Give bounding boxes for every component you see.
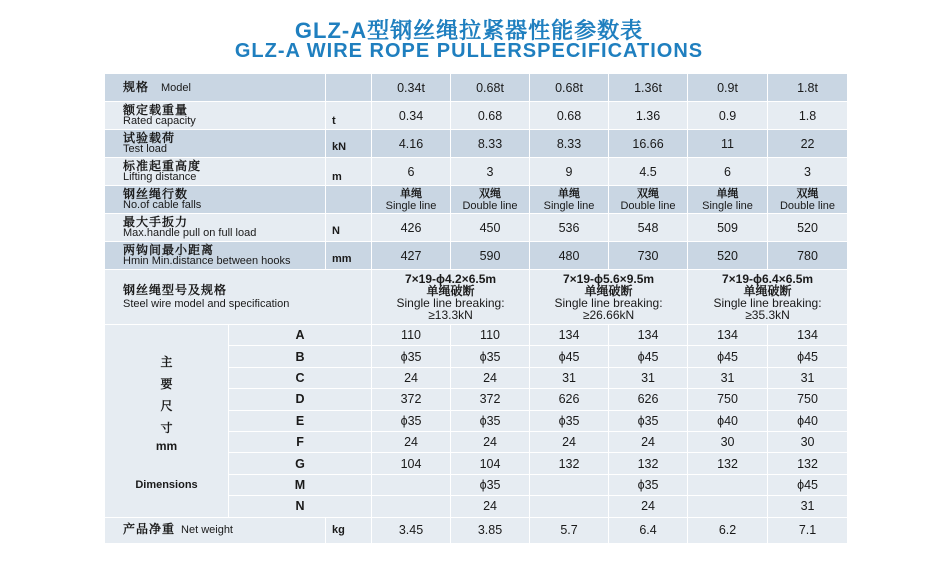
cell-dim xyxy=(530,474,609,495)
cell-dim: ϕ35 xyxy=(609,410,688,431)
label-zh: 规格 xyxy=(123,79,150,94)
cell-zh: 单绳 xyxy=(400,187,423,200)
label-zh: 试验载荷 xyxy=(123,130,176,145)
cell-dim: ϕ45 xyxy=(768,346,848,367)
label-en: Hmin Min.distance between hooks xyxy=(123,254,291,267)
cell-dim: 24 xyxy=(609,431,688,452)
cell-dim: 110 xyxy=(372,325,451,346)
cell-cable_falls xyxy=(451,186,530,214)
cell-dim: 132 xyxy=(609,453,688,474)
cell-dim: ϕ45 xyxy=(609,346,688,367)
wire-line-4: ≥35.3kN xyxy=(745,308,790,322)
row-hook_distance xyxy=(105,242,848,270)
cell-handle_pull: 509 xyxy=(688,214,768,242)
label-capacity xyxy=(105,102,326,130)
row-test_load xyxy=(105,130,848,158)
cell-cable_falls xyxy=(609,186,688,214)
cell-dim: 750 xyxy=(768,389,848,410)
cell-test_load: 16.66 xyxy=(609,130,688,158)
cell-zh: 双绳 xyxy=(637,187,660,200)
cell-dim: ϕ35 xyxy=(372,410,451,431)
label-en: Steel wire model and specification xyxy=(123,297,290,310)
cell-zh: 双绳 xyxy=(796,187,819,200)
row-capacity xyxy=(105,102,848,130)
cell-lifting: 4.5 xyxy=(609,158,688,186)
wire-line-2: 单绳破断 xyxy=(426,284,475,298)
cell-wire-spec xyxy=(530,270,688,325)
row-lifting xyxy=(105,158,848,186)
cell-lifting: 3 xyxy=(768,158,848,186)
wire-line-3: Single line breaking: xyxy=(554,296,663,310)
cell-dim: 24 xyxy=(451,367,530,388)
cell-dim xyxy=(530,496,609,517)
cell-dim: 31 xyxy=(688,367,768,388)
cell-dim: 24 xyxy=(530,431,609,452)
cell-en: Single line xyxy=(702,199,753,212)
cell-dim: 626 xyxy=(609,389,688,410)
cell-lifting: 3 xyxy=(451,158,530,186)
dim-zh-char: 要 xyxy=(160,376,173,391)
row-model xyxy=(105,74,848,102)
cell-dim: ϕ45 xyxy=(688,346,768,367)
cell-test_load: 11 xyxy=(688,130,768,158)
cell-dim: 30 xyxy=(768,431,848,452)
row-handle_pull xyxy=(105,214,848,242)
cell-handle_pull: 520 xyxy=(768,214,848,242)
cell-dim: 134 xyxy=(530,325,609,346)
cell-cable_falls xyxy=(372,186,451,214)
label-zh: 两钩间最小距离 xyxy=(123,242,215,257)
dim-key: C xyxy=(229,367,372,388)
label-zh: 额定载重量 xyxy=(123,102,189,117)
cell-dim: ϕ35 xyxy=(609,474,688,495)
cell-cable_falls xyxy=(688,186,768,214)
cell-dim: 134 xyxy=(609,325,688,346)
cell-dim xyxy=(688,496,768,517)
cell-en: Double line xyxy=(462,199,518,212)
cell-model: 0.68t xyxy=(530,74,609,102)
cell-dim: ϕ40 xyxy=(768,410,848,431)
cell-en: Double line xyxy=(779,199,836,212)
cell-dim: ϕ35 xyxy=(530,410,609,431)
label-en: Lifting distance xyxy=(123,170,197,183)
dimensions-label xyxy=(105,325,229,518)
dim-key: N xyxy=(229,496,372,517)
cell-net-weight: 5.7 xyxy=(530,517,609,543)
cell-hook_distance: 480 xyxy=(530,242,609,270)
cell-zh: 单绳 xyxy=(716,187,739,200)
cell-handle_pull: 450 xyxy=(451,214,530,242)
cell-zh: 双绳 xyxy=(479,187,502,200)
cell-dim: 372 xyxy=(451,389,530,410)
cell-dim: 30 xyxy=(688,431,768,452)
dim-zh-char: 主 xyxy=(160,354,173,369)
cell-capacity: 0.9 xyxy=(688,102,768,130)
cell-dim: 31 xyxy=(530,367,609,388)
cell-en: Single line xyxy=(543,199,595,212)
wire-line-2: 单绳破断 xyxy=(743,284,792,298)
cell-dim: 132 xyxy=(688,453,768,474)
unit-capacity: t xyxy=(326,102,372,130)
cell-capacity: 0.68 xyxy=(530,102,609,130)
wire-line-1: 7×19-ϕ6.4×6.5m xyxy=(721,272,814,286)
cell-hook_distance: 427 xyxy=(372,242,451,270)
row-dim-A xyxy=(105,325,848,346)
cell-hook_distance: 520 xyxy=(688,242,768,270)
label-model xyxy=(105,74,326,102)
cell-dim: 132 xyxy=(768,453,848,474)
label-hook_distance xyxy=(105,242,326,270)
row-wire-spec xyxy=(105,270,848,325)
cell-dim: 31 xyxy=(768,367,848,388)
wire-line-1: 7×19-ϕ4.2×6.5m xyxy=(404,272,497,286)
row-cable_falls xyxy=(105,186,848,214)
row-net-weight xyxy=(105,517,848,543)
label-handle_pull xyxy=(105,214,326,242)
dim-key: D xyxy=(229,389,372,410)
cell-dim: 24 xyxy=(372,367,451,388)
dim-key: M xyxy=(229,474,372,495)
cell-capacity: 0.34 xyxy=(372,102,451,130)
cell-dim: ϕ45 xyxy=(768,474,848,495)
cell-dim: 104 xyxy=(451,453,530,474)
cell-cable_falls xyxy=(530,186,609,214)
dim-key: F xyxy=(229,431,372,452)
spec-table xyxy=(104,73,848,544)
wire-line-2: 单绳破断 xyxy=(584,284,633,298)
cell-wire-spec xyxy=(688,270,848,325)
cell-dim: ϕ35 xyxy=(451,474,530,495)
dim-en: Dimensions xyxy=(135,478,198,491)
cell-test_load: 22 xyxy=(768,130,848,158)
cell-dim: ϕ35 xyxy=(451,346,530,367)
label-lifting xyxy=(105,158,326,186)
cell-dim xyxy=(688,474,768,495)
cell-lifting: 9 xyxy=(530,158,609,186)
wire-line-4: ≥13.3kN xyxy=(428,308,473,322)
label-net-weight xyxy=(105,517,326,543)
cell-model: 1.8t xyxy=(768,74,848,102)
cell-dim: 134 xyxy=(688,325,768,346)
cell-lifting: 6 xyxy=(372,158,451,186)
dim-zh-char: 寸 xyxy=(160,420,173,435)
cell-dim: 372 xyxy=(372,389,451,410)
cell-dim: 31 xyxy=(768,496,848,517)
cell-handle_pull: 548 xyxy=(609,214,688,242)
cell-dim: ϕ40 xyxy=(688,410,768,431)
cell-dim: ϕ35 xyxy=(451,410,530,431)
cell-test_load: 8.33 xyxy=(451,130,530,158)
cell-net-weight: 6.4 xyxy=(609,517,688,543)
label-en: Rated capacity xyxy=(123,114,196,127)
label-wire-spec xyxy=(105,270,372,325)
label-cable_falls xyxy=(105,186,326,214)
label-zh: 产品净重 xyxy=(123,522,176,537)
cell-capacity: 1.36 xyxy=(609,102,688,130)
cell-handle_pull: 536 xyxy=(530,214,609,242)
wire-line-3: Single line breaking: xyxy=(713,296,822,310)
cell-dim: 110 xyxy=(451,325,530,346)
unit-cable_falls xyxy=(326,186,372,214)
unit-model xyxy=(326,74,372,102)
wire-line-1: 7×19-ϕ5.6×9.5m xyxy=(562,272,655,286)
cell-cable_falls xyxy=(768,186,848,214)
cell-dim: 24 xyxy=(372,431,451,452)
unit-test_load: kN xyxy=(326,130,372,158)
dim-key: A xyxy=(229,325,372,346)
label-zh: 标准起重高度 xyxy=(123,158,202,173)
cell-model: 1.36t xyxy=(609,74,688,102)
dim-key: B xyxy=(229,346,372,367)
cell-dim: 31 xyxy=(609,367,688,388)
cell-wire-spec xyxy=(372,270,530,325)
unit-net-weight: kg xyxy=(326,517,372,543)
label-en: Net weight xyxy=(181,524,233,537)
label-test_load xyxy=(105,130,326,158)
unit-hook_distance: mm xyxy=(326,242,372,270)
dim-key: G xyxy=(229,453,372,474)
cell-capacity: 1.8 xyxy=(768,102,848,130)
cell-dim: 132 xyxy=(530,453,609,474)
cell-net-weight: 6.2 xyxy=(688,517,768,543)
cell-test_load: 4.16 xyxy=(372,130,451,158)
cell-dim: 24 xyxy=(609,496,688,517)
cell-model: 0.9t xyxy=(688,74,768,102)
cell-dim: ϕ45 xyxy=(530,346,609,367)
cell-capacity: 0.68 xyxy=(451,102,530,130)
cell-dim xyxy=(372,496,451,517)
dim-zh-char: 尺 xyxy=(160,398,173,413)
title-chinese: GLZ-A型钢丝绳拉紧器性能参数表 xyxy=(294,18,644,43)
cell-test_load: 8.33 xyxy=(530,130,609,158)
wire-line-3: Single line breaking: xyxy=(396,296,505,310)
wire-line-4: ≥26.66kN xyxy=(582,308,635,322)
label-en: No.of cable falls xyxy=(123,198,202,211)
cell-model: 0.68t xyxy=(451,74,530,102)
cell-lifting: 6 xyxy=(688,158,768,186)
cell-hook_distance: 780 xyxy=(768,242,848,270)
cell-net-weight: 3.45 xyxy=(372,517,451,543)
label-zh: 钢丝绳行数 xyxy=(123,186,189,201)
label-zh: 最大手扳力 xyxy=(123,214,189,229)
cell-zh: 单绳 xyxy=(558,187,581,200)
dim-unit: mm xyxy=(155,438,178,453)
cell-en: Single line xyxy=(385,199,437,212)
unit-lifting: m xyxy=(326,158,372,186)
cell-handle_pull: 426 xyxy=(372,214,451,242)
label-en: Test load xyxy=(123,142,168,155)
cell-dim: 24 xyxy=(451,431,530,452)
cell-net-weight: 7.1 xyxy=(768,517,848,543)
cell-hook_distance: 730 xyxy=(609,242,688,270)
cell-dim: 24 xyxy=(451,496,530,517)
label-en: Model xyxy=(161,81,191,94)
label-en: Max.handle pull on full load xyxy=(123,226,257,239)
label-zh: 钢丝绳型号及规格 xyxy=(123,282,228,297)
cell-dim: 104 xyxy=(372,453,451,474)
unit-handle_pull: N xyxy=(326,214,372,242)
cell-en: Double line xyxy=(620,199,676,212)
cell-model: 0.34t xyxy=(372,74,451,102)
cell-dim: 134 xyxy=(768,325,848,346)
cell-dim: 750 xyxy=(688,389,768,410)
cell-dim: 626 xyxy=(530,389,609,410)
cell-net-weight: 3.85 xyxy=(451,517,530,543)
dim-key: E xyxy=(229,410,372,431)
title-english: GLZ-A WIRE ROPE PULLERSPECIFICATIONS xyxy=(234,40,704,62)
cell-hook_distance: 590 xyxy=(451,242,530,270)
cell-dim xyxy=(372,474,451,495)
cell-dim: ϕ35 xyxy=(372,346,451,367)
